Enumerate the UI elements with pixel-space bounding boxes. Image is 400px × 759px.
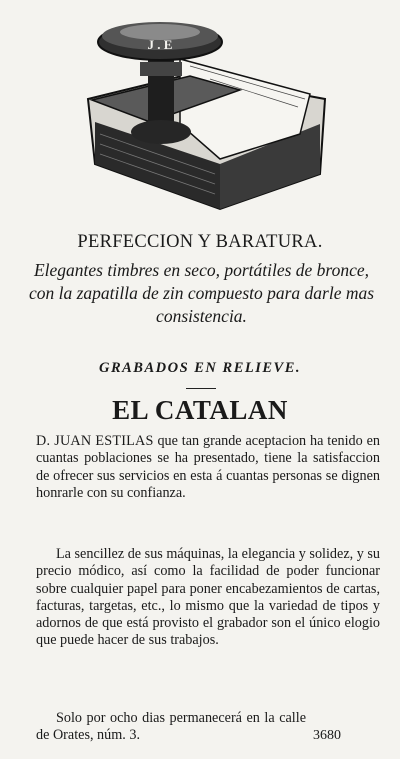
tagline: GRABADOS EN RELIEVE.: [98, 360, 302, 376]
separator-rule: [186, 388, 216, 389]
subheadline: Elegantes timbres en seco, portátiles de bronce, con la zapatilla de zin compuesto para darle mas consistencia.: [28, 260, 375, 326]
closing-paragraph: Solo por ocho dias permanecerá en la calle de Orates, núm. 3.: [36, 710, 306, 744]
company-title: EL CATALAN: [112, 395, 288, 425]
ad-number: 3680: [313, 728, 341, 743]
intro-text: que tan grande aceptacion ha tenido en cuantas poblaciones se ha presentado, tiene la satisfaccion de ofrecer sus servicios en esta á cuantas personas se dignen honrarle con su confianza.: [36, 433, 380, 501]
stamp-letters: J . E: [147, 37, 173, 52]
description-paragraph: La sencillez de sus máquinas, la elegancia y solidez, y su precio módico, así como la facilidad de poder funcionar sobre cualquier papel para poner encabezamientos de cartas, facturas, targetas, etc., lo mismo que la variedad de tipos y adornos de que está provisto el grabador son el único elogio que puede hacer de sus trabajos.: [36, 546, 380, 649]
embossing-stamp-illustration: [70, 4, 340, 224]
headline: PERFECCION Y BARATURA.: [77, 232, 323, 252]
proprietor-name: D. JUAN ESTILAS: [36, 433, 154, 449]
intro-paragraph: [36, 433, 380, 502]
